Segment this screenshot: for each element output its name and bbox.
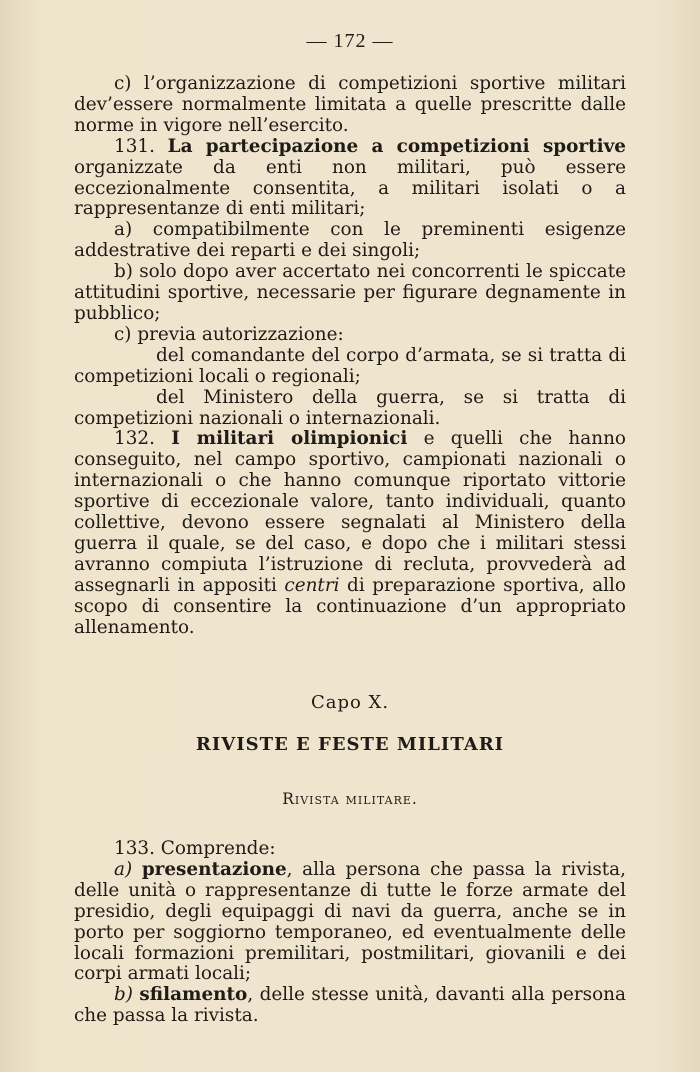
item-letter: a) <box>114 858 142 880</box>
paragraph-131 <box>74 137 626 221</box>
list-item-a-presentazione <box>74 860 626 985</box>
item-letter: b) <box>114 984 140 1006</box>
chapter-title: RIVISTE E FESTE MILITARI <box>195 734 505 755</box>
paragraph-133: 133. Comprende: <box>114 838 276 859</box>
sub-item-ministero: del Ministero della guerra, se si tratta di competizioni nazionali o internazionali. <box>74 386 626 429</box>
paragraph-text-end: di preparazione sportiva, allo scopo di consentire la continuazione d’un appropriato allenamento. <box>74 574 626 638</box>
item-lead-bold: presentazione <box>141 858 287 880</box>
paragraph-text: e quelli che hanno conseguito, nel campo sportivo, campionati nazionali o internazionali o che hanno comunque riportato vittorie sportive di eccezionale valore, tanto individuali, quanto collettive, devono essere segnalati al Ministero della guerra il quale, se del caso, e dopo che i militari stessi avranno compiuta l’istruzione di recluta, provvederà ad assegnarli in appositi <box>74 428 626 596</box>
paragraph-lead-bold: I militari olimpionici <box>171 428 408 450</box>
paragraph-132 <box>74 429 626 638</box>
upper-text-block <box>74 74 626 638</box>
list-item-c: c) previa autorizzazione: <box>114 323 344 345</box>
list-item-b-sfilamento <box>74 985 626 1027</box>
paragraph-lead-bold: La partecipazione a competizioni sportive <box>167 135 626 157</box>
lower-text-block <box>74 839 626 1027</box>
page-number: — 172 — <box>306 30 394 52</box>
item-text: , alla persona che passa la rivista, delle unità o rappresentanze di tutte le forze armate del presidio, degli equipaggi di navi da guerra, anche se in porto per soggiorno temporaneo, ed eventualmente delle locali formazioni premilitari, postmilitari, giovanili e dei corpi armati locali; <box>74 858 626 985</box>
italic-word: centri <box>284 574 340 596</box>
section-subtitle: Rivista militare. <box>282 790 418 808</box>
item-text: , delle stesse unità, davanti alla persona che passa la rivista. <box>74 984 626 1027</box>
item-lead-bold: sfilamento <box>139 984 248 1006</box>
paragraph-c-organizzazione: c) l’organizzazione di competizioni sportive militari dev’essere normalmente limitata a quelle prescritte dalle norme in vigore nell’esercito. <box>74 73 626 136</box>
paragraph-number: 132. <box>114 428 155 450</box>
list-item-b: b) solo dopo aver accertato nei concorrenti le spiccate attitudini sportive, necessarie per figurare degnamente in pubblico; <box>74 261 626 324</box>
sub-item-comandante: del comandante del corpo d’armata, se si tratta di competizioni locali o regionali; <box>74 344 626 387</box>
chapter-label: Capo X. <box>310 692 390 713</box>
paragraph-text: organizzate da enti non militari, può essere eccezionalmente consentita, a militari isolati o a rappresentanze di enti militari; <box>74 156 626 220</box>
list-item-a: a) compatibilmente con le preminenti esigenze addestrative dei reparti e dei singoli; <box>74 219 626 262</box>
paragraph-number: 131. <box>114 135 155 157</box>
